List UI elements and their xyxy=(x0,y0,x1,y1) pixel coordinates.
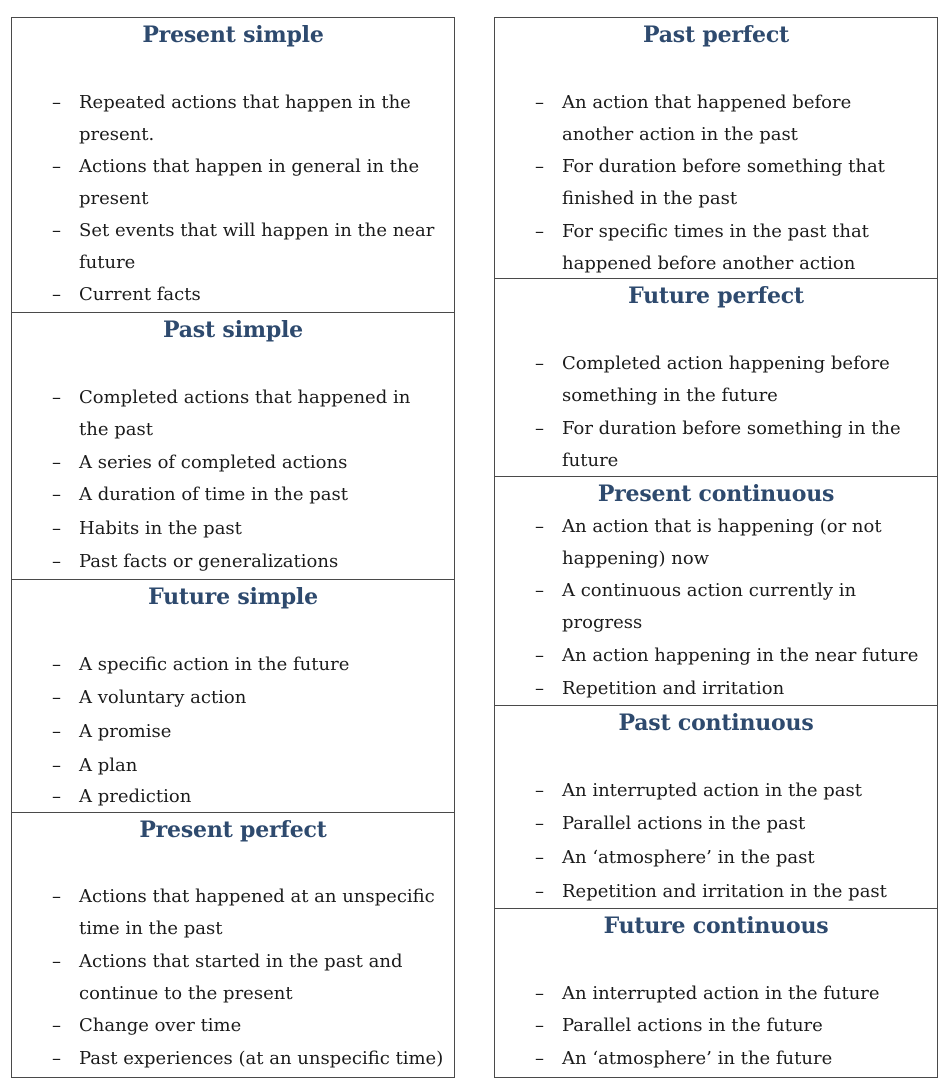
list-item: another action in the past xyxy=(562,124,798,145)
bullet-dash: – xyxy=(52,755,61,776)
list-item: future xyxy=(79,252,136,273)
bullet-dash: – xyxy=(52,551,61,572)
list-item: A promise xyxy=(79,721,172,742)
bullet-dash: – xyxy=(535,156,544,177)
list-item: happening) now xyxy=(562,548,710,569)
list-item: An action happening in the near future xyxy=(562,645,919,666)
list-item: Past experiences (at an unspecific time) xyxy=(79,1048,444,1069)
bullet-dash: – xyxy=(52,387,61,408)
bullet-dash: – xyxy=(535,1048,544,1069)
list-item: Actions that happen in general in the xyxy=(79,156,420,177)
list-item: A continuous action currently in xyxy=(562,580,857,601)
bullet-dash: – xyxy=(52,156,61,177)
bullet-dash: – xyxy=(52,484,61,505)
list-item: A voluntary action xyxy=(79,687,247,708)
bullet-dash: – xyxy=(535,678,544,699)
bullet-dash: – xyxy=(52,1048,61,1069)
bullet-dash: – xyxy=(52,92,61,113)
future-continuous-section xyxy=(494,908,938,1078)
list-item: Set events that will happen in the near xyxy=(79,220,435,241)
bullet-dash: – xyxy=(52,687,61,708)
list-item: Repetition and irritation in the past xyxy=(562,881,887,902)
list-item: An ‘atmosphere’ in the past xyxy=(562,847,815,868)
list-item: A plan xyxy=(79,755,138,776)
bullet-dash: – xyxy=(52,951,61,972)
list-item: Change over time xyxy=(79,1015,242,1036)
list-item: An interrupted action in the past xyxy=(562,780,862,801)
section-title: Present perfect xyxy=(139,817,327,843)
bullet-dash: – xyxy=(535,847,544,868)
bullet-dash: – xyxy=(535,92,544,113)
list-item: A specific action in the future xyxy=(79,654,350,675)
list-item: For specific times in the past that xyxy=(562,221,869,242)
list-item: For duration before something that xyxy=(562,156,885,177)
bullet-dash: – xyxy=(535,881,544,902)
bullet-dash: – xyxy=(535,1015,544,1036)
list-item: A duration of time in the past xyxy=(79,484,348,505)
bullet-dash: – xyxy=(52,654,61,675)
section-title: Future simple xyxy=(148,584,318,610)
list-item: An interrupted action in the future xyxy=(562,983,880,1004)
list-item: Completed actions that happened in xyxy=(79,387,411,408)
bullet-dash: – xyxy=(535,516,544,537)
list-item: continue to the present xyxy=(79,983,293,1004)
past-perfect-section xyxy=(494,17,938,279)
section-title: Past simple xyxy=(163,317,303,343)
list-item: For duration before something in the xyxy=(562,418,901,439)
list-item: A series of completed actions xyxy=(79,452,348,473)
list-item: An action that happened before xyxy=(562,92,852,113)
list-item: present xyxy=(79,188,149,209)
bullet-dash: – xyxy=(52,721,61,742)
list-item: Past facts or generalizations xyxy=(79,551,339,572)
list-item: Actions that happened at an unspecific xyxy=(79,886,435,907)
bullet-dash: – xyxy=(535,645,544,666)
bullet-dash: – xyxy=(52,886,61,907)
list-item: happened before another action xyxy=(562,253,856,274)
bullet-dash: – xyxy=(535,353,544,374)
bullet-dash: – xyxy=(535,983,544,1004)
list-item: Completed action happening before xyxy=(562,353,890,374)
bullet-dash: – xyxy=(52,452,61,473)
list-item: progress xyxy=(562,612,643,633)
list-item: Current facts xyxy=(79,284,201,305)
bullet-dash: – xyxy=(535,221,544,242)
bullet-dash: – xyxy=(535,580,544,601)
list-item: Repetition and irritation xyxy=(562,678,785,699)
section-title: Future continuous xyxy=(603,913,829,939)
list-item: Parallel actions in the future xyxy=(562,1015,823,1036)
section-title: Present continuous xyxy=(597,481,835,507)
list-item: An action that is happening (or not xyxy=(562,516,882,537)
list-item: the past xyxy=(79,419,153,440)
future-simple-section xyxy=(11,579,455,813)
past-simple-section xyxy=(11,312,455,580)
bullet-dash: – xyxy=(52,518,61,539)
bullet-dash: – xyxy=(535,418,544,439)
list-item: future xyxy=(562,450,619,471)
bullet-dash: – xyxy=(52,220,61,241)
list-item: time in the past xyxy=(79,918,223,939)
bullet-dash: – xyxy=(535,780,544,801)
present-continuous-section xyxy=(494,476,938,706)
list-item: present. xyxy=(79,124,155,145)
list-item: Actions that started in the past and xyxy=(79,951,403,972)
bullet-dash: – xyxy=(52,284,61,305)
list-item: finished in the past xyxy=(562,188,738,209)
bullet-dash: – xyxy=(52,786,61,807)
list-item: something in the future xyxy=(562,385,778,406)
past-continuous-section xyxy=(494,705,938,909)
list-item: Habits in the past xyxy=(79,518,242,539)
list-item: An ‘atmosphere’ in the future xyxy=(562,1048,833,1069)
list-item: Repeated actions that happen in the xyxy=(79,92,411,113)
section-title: Past continuous xyxy=(618,710,814,736)
bullet-dash: – xyxy=(52,1015,61,1036)
section-title: Future perfect xyxy=(628,283,804,309)
bullet-dash: – xyxy=(535,813,544,834)
future-perfect-section xyxy=(494,278,938,477)
present-perfect-section xyxy=(11,812,455,1078)
section-title: Present simple xyxy=(142,22,324,48)
present-simple-section xyxy=(11,17,455,313)
list-item: A prediction xyxy=(79,786,192,807)
list-item: Parallel actions in the past xyxy=(562,813,806,834)
section-title: Past perfect xyxy=(642,22,789,48)
